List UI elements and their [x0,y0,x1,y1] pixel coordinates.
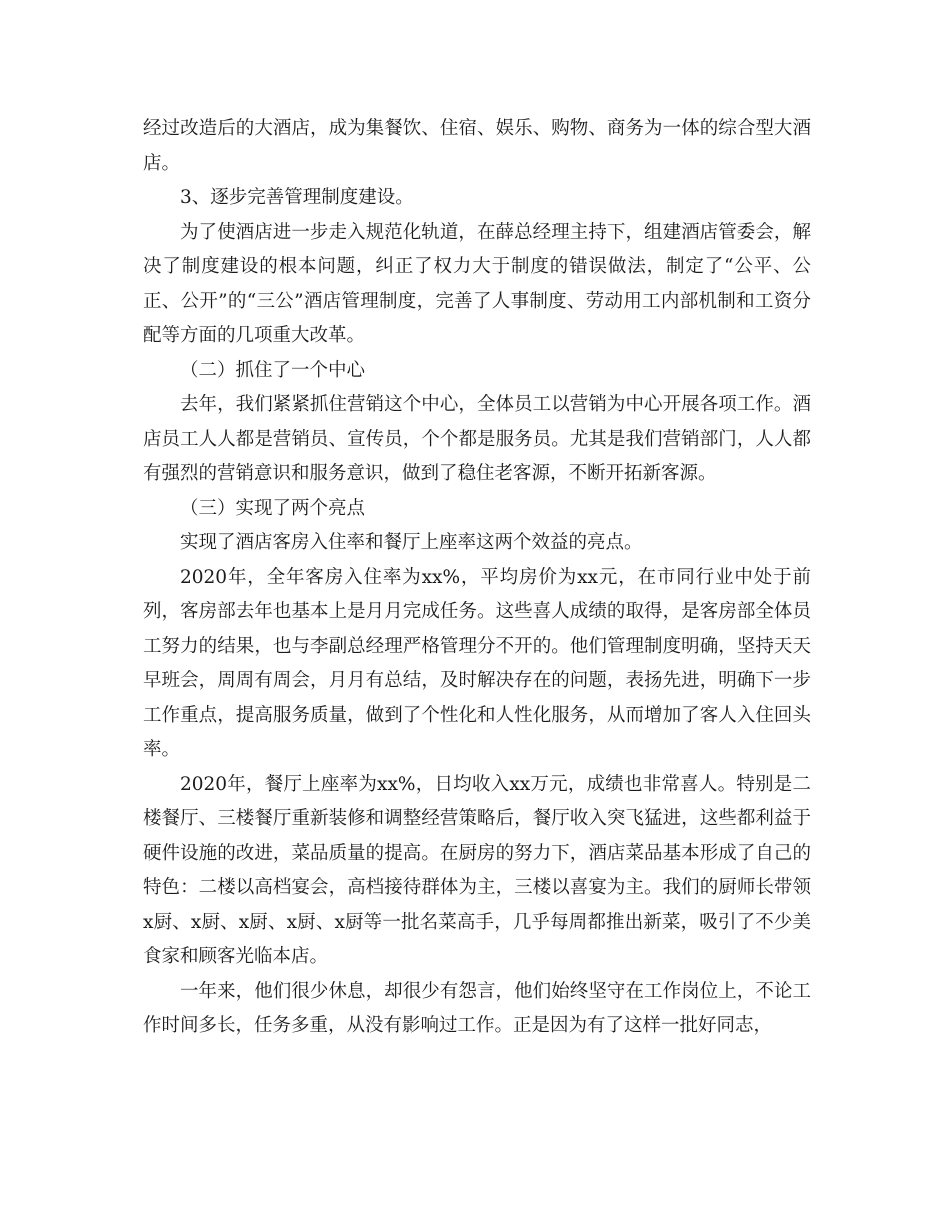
paragraph-management-system: 为了使酒店进一步走入规范化轨道，在薛总经理主持下，组建酒店管委会，解决了制度建设的根本问题，纠正了权力大于制度的错误做法，制定了“公平、公正、公开”的“三公”酒店管理制度，完善了人事制度、劳动用工内部机制和工资分配等方面的几项重大改革。 [143,221,811,346]
paragraph-continuation: 经过改造后的大酒店，成为集餐饮、住宿、娱乐、购物、商务为一体的综合型大酒店。 [143,118,811,174]
paragraph-staff: 一年来，他们很少休息，却很少有怨言，他们始终坚守在工作岗位上，不论工作时间多长，任务多重，从没有影响过工作。正是因为有了这样一批好同志， [143,980,811,1036]
paragraph-marketing: 去年，我们紧紧抓住营销这个中心，全体员工以营销为中心开展各项工作。酒店员工人人都是营销员、宣传员，个个都是服务员。尤其是我们营销部门，人人都有强烈的营销意识和服务意识，做到了稳住老客源，不断开拓新客源。 [143,394,811,484]
paragraph-highlights: 实现了酒店客房入住率和餐厅上座率这两个效益的亮点。 [180,532,643,553]
section-heading-2: （二）抓住了一个中心 [180,359,366,381]
section-item-3: 3、逐步完善管理制度建设。 [180,187,414,208]
document-body [143,112,811,1044]
section-heading-3: （三）实现了两个亮点 [180,497,366,519]
paragraph-room-occupancy: 2020年，全年客房入住率为xx%，平均房价为xx元，在市同行业中处于前列，客房部去年也基本上是月月完成任务。这些喜人成绩的取得，是客房部全体员工努力的结果，也与李副总经理严格管理分不开的。他们管理制度明确，坚持天天早班会，周周有周会，月月有总结，及时解决存在的问题，表扬先进，明确下一步工作重点，提高服务质量，做到了个性化和人性化服务，从而增加了客人入住回头率。 [143,566,811,760]
paragraph-restaurant: 2020年，餐厅上座率为xx%，日均收入xx万元，成绩也非常喜人。特别是二楼餐厅、三楼餐厅重新装修和调整经营策略后，餐厅收入突飞猛进，这些都利益于硬件设施的改进，菜品质量的提高。在厨房的努力下，酒店菜品基本形成了自己的特色：二楼以高档宴会，高档接待群体为主，三楼以喜宴为主。我们的厨师长带领x厨、x厨、x厨、x厨、x厨等一批名菜高手，几乎每周都推出新菜，吸引了不少美食家和顾客光临本店。 [143,773,811,967]
